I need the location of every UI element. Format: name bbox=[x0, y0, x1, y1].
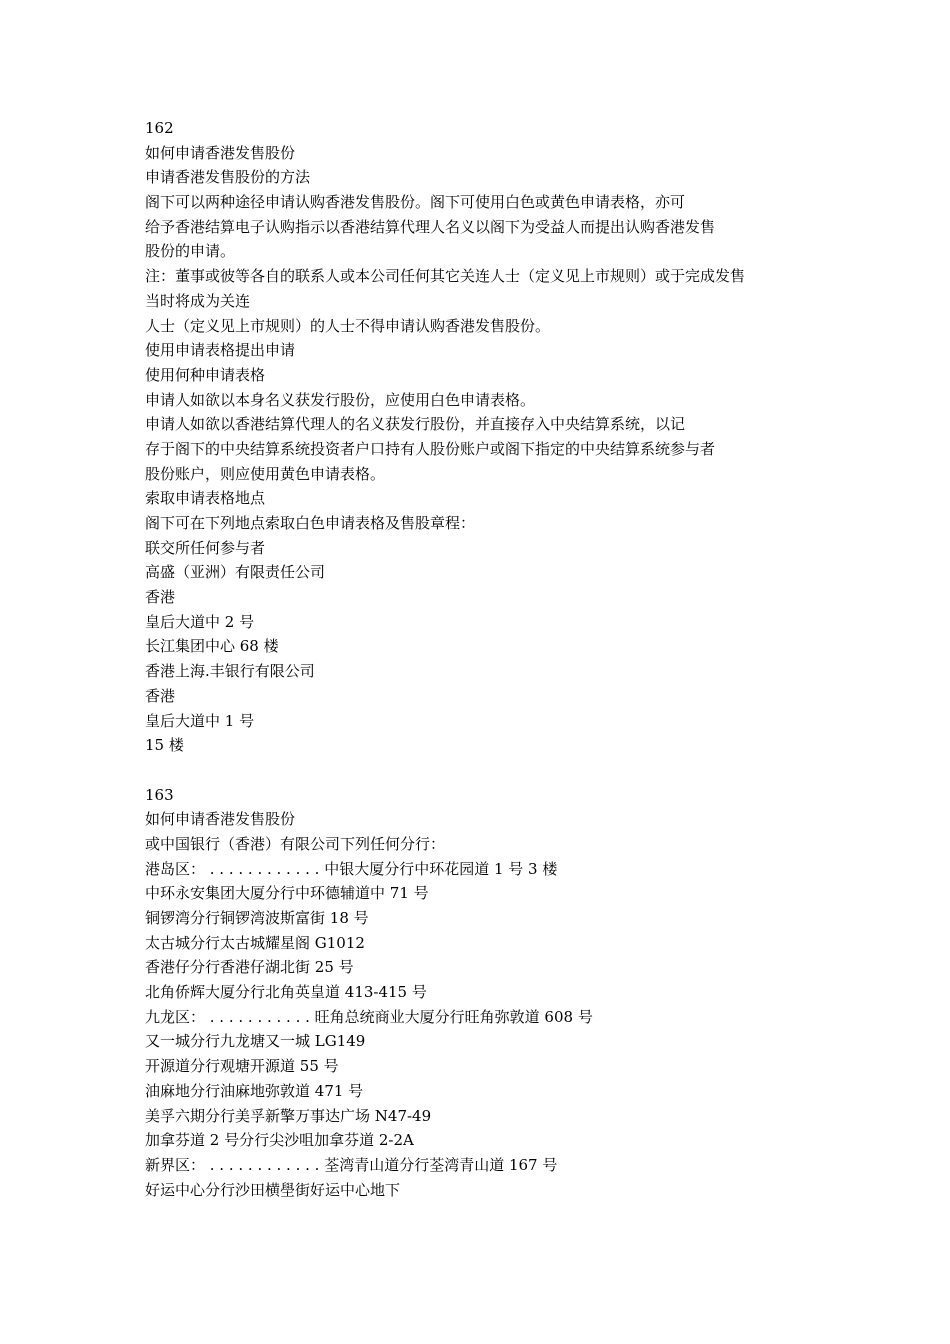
branch-line: 九龙区： . . . . . . . . . . . 旺角总统商业大厦分行旺角弥敦道 608 号 bbox=[145, 1007, 593, 1026]
branch-line: 铜锣湾分行铜锣湾波斯富街 18 号 bbox=[145, 909, 369, 927]
paragraph-line: 股份的申请。 bbox=[145, 242, 236, 261]
branch-line: 港岛区： . . . . . . . . . . . . 中银大厦分行中环花园道 1 号 3 楼 bbox=[145, 859, 558, 878]
branch-line: 新界区： . . . . . . . . . . . . 荃湾青山道分行荃湾青山道 167 号 bbox=[145, 1155, 558, 1174]
subsection-title: 使用申请表格提出申请 bbox=[145, 341, 296, 360]
branch-line: 太古城分行太古城耀星阁 G1012 bbox=[145, 933, 365, 952]
note-line: 人士（定义见上市规则）的人士不得申请认购香港发售股份。 bbox=[145, 316, 551, 335]
address-line: 皇后大道中 2 号 bbox=[145, 612, 255, 631]
list-item: 联交所任何参与者 bbox=[145, 538, 266, 557]
address-line: 皇后大道中 1 号 bbox=[145, 711, 255, 730]
address-line: 长江集团中心 68 楼 bbox=[145, 637, 279, 656]
branch-line: 油麻地分行油麻地弥敦道 471 号 bbox=[145, 1081, 364, 1100]
address-line: 香港 bbox=[145, 686, 176, 705]
branch-line: 北角侨辉大厦分行北角英皇道 413-415 号 bbox=[145, 983, 427, 1002]
branch-line: 香港仔分行香港仔湖北街 25 号 bbox=[145, 958, 354, 977]
paragraph-line: 阁下可以两种途径申请认购香港发售股份。阁下可使用白色或黄色申请表格，亦可 bbox=[145, 193, 686, 212]
paragraph-line: 申请人如欲以香港结算代理人的名义获发行股份，并直接存入中央结算系统，以记 bbox=[145, 415, 686, 434]
document-page bbox=[145, 116, 835, 1202]
note-line: 当时将成为关连 bbox=[145, 291, 251, 310]
branch-line: 又一城分行九龙塘又一城 LG149 bbox=[145, 1032, 366, 1051]
paragraph-line: 或中国银行（香港）有限公司下列任何分行： bbox=[145, 834, 446, 853]
note-line: 注：董事或彼等各自的联系人或本公司任何其它关连人士（定义见上市规则）或于完成发售 bbox=[145, 267, 746, 286]
address-line: 香港上海.丰银行有限公司 bbox=[145, 662, 315, 681]
address-line: 15 楼 bbox=[145, 736, 184, 755]
paragraph-line: 存于阁下的中央结算系统投资者户口持有人股份账户或阁下指定的中央结算系统参与者 bbox=[145, 439, 716, 458]
subsection-title: 申请香港发售股份的方法 bbox=[145, 168, 311, 187]
branch-line: 美孚六期分行美孚新擎万事达广场 N47-49 bbox=[145, 1106, 432, 1125]
page-number: 163 bbox=[145, 785, 174, 804]
paragraph-line: 给予香港结算电子认购指示以香港结算代理人名义以阁下为受益人而提出认购香港发售 bbox=[145, 217, 716, 236]
branch-line: 开源道分行观塘开源道 55 号 bbox=[145, 1057, 339, 1076]
branch-line: 好运中心分行沙田横壆街好运中心地下 bbox=[145, 1180, 401, 1199]
branch-line: 中环永安集团大厦分行中环德辅道中 71 号 bbox=[145, 884, 429, 903]
paragraph-line: 申请人如欲以本身名义获发行股份，应使用白色申请表格。 bbox=[145, 390, 536, 409]
address-line: 高盛（亚洲）有限责任公司 bbox=[145, 563, 326, 582]
branch-line: 加拿芬道 2 号分行尖沙咀加拿芬道 2-2A bbox=[145, 1131, 414, 1150]
paragraph-line: 股份账户，则应使用黄色申请表格。 bbox=[145, 464, 386, 483]
section-title: 如何申请香港发售股份 bbox=[145, 810, 296, 829]
page-number: 162 bbox=[145, 119, 174, 137]
subsection-title: 索取申请表格地点 bbox=[145, 489, 266, 508]
page-break-spacer bbox=[145, 758, 835, 783]
subsection-title: 使用何种申请表格 bbox=[145, 365, 266, 384]
section-title: 如何申请香港发售股份 bbox=[145, 143, 296, 162]
address-line: 香港 bbox=[145, 588, 176, 607]
paragraph-line: 阁下可在下列地点索取白色申请表格及售股章程： bbox=[145, 514, 476, 532]
